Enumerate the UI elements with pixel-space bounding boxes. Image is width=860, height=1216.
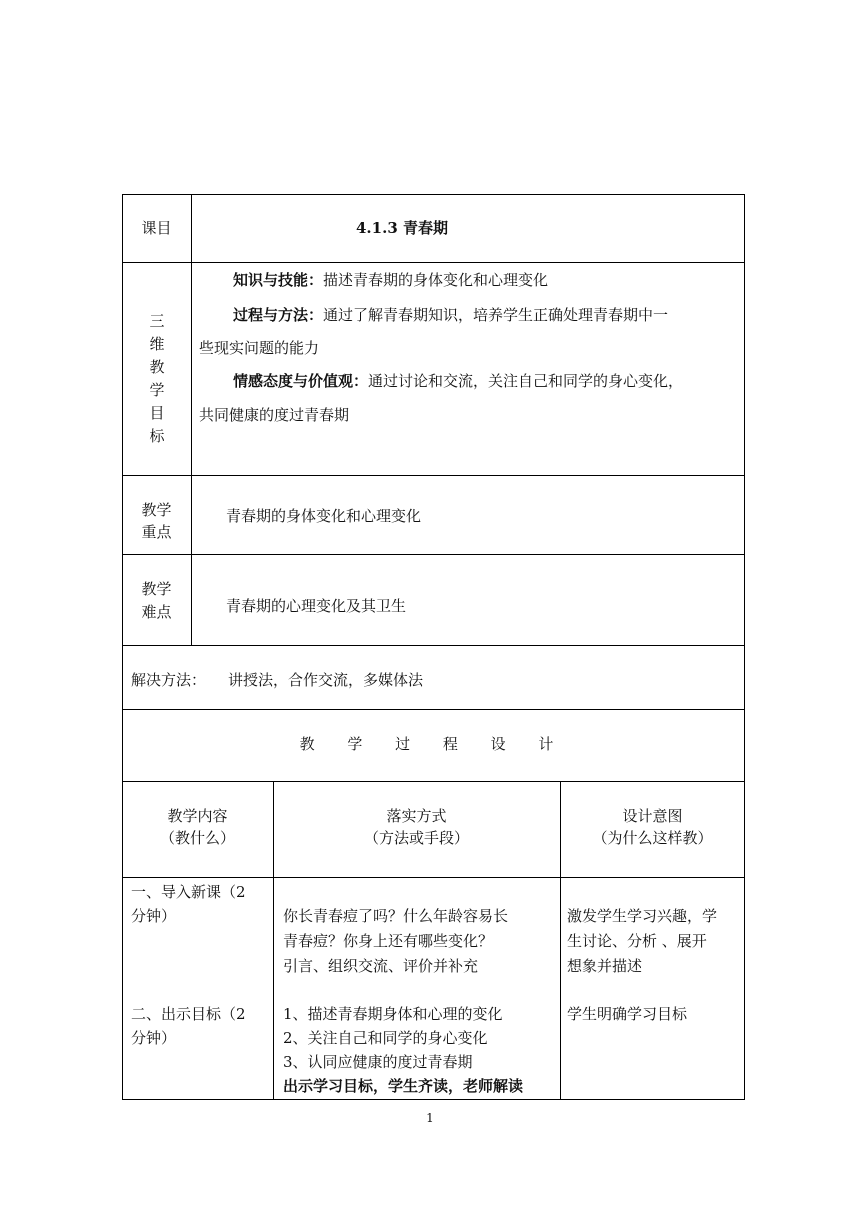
course-title: 4.1.3 青春期 (356, 219, 448, 237)
row-divider (122, 475, 745, 476)
column-header-method-sub: （方法或手段） (363, 829, 469, 847)
step-1-method-line: 你长青春痘了吗？什么年龄容易长 (283, 907, 509, 925)
process-text: 通过了解青春期知识，培养学生正确处理青春期中一 (323, 306, 669, 324)
step-1-intent-line: 想象并描述 (567, 957, 643, 975)
row-divider (122, 709, 745, 710)
design-title: 教 学 过 程 设 计 (299, 735, 568, 753)
objectives-label-char: 标 (149, 427, 165, 445)
methods-label: 解决方法： (131, 671, 207, 689)
row-divider (122, 645, 745, 646)
emotion-text-continued: 共同健康的度过青春期 (199, 406, 350, 424)
label-column-divider (191, 194, 192, 645)
column-header-method: 落实方式 (386, 807, 447, 825)
difficulties-text: 青春期的心理变化及其卫生 (226, 597, 407, 615)
key-points-label-line1: 教学 (141, 501, 172, 519)
row-divider (122, 262, 745, 263)
column-header-content-sub: （教什么） (159, 829, 235, 847)
column-header-intent: 设计意图 (622, 807, 683, 825)
knowledge-text: 描述青春期的身体变化和心理变化 (323, 271, 549, 289)
key-points-text: 青春期的身体变化和心理变化 (226, 507, 422, 525)
knowledge-objective (233, 268, 548, 292)
column-header-content: 教学内容 (167, 807, 228, 825)
process-objective (233, 303, 668, 327)
difficulties-label-line2: 难点 (141, 603, 172, 621)
objectives-label-char: 学 (149, 381, 165, 399)
knowledge-label: 知识与技能： (233, 271, 324, 289)
step-2-intent-line: 学生明确学习目标 (567, 1005, 688, 1023)
methods-text: 讲授法，合作交流，多媒体法 (228, 671, 424, 689)
objectives-label (147, 310, 167, 448)
emotion-text: 通过讨论和交流，关注自己和同学的身心变化， (368, 372, 684, 390)
objectives-label-char: 目 (149, 404, 165, 422)
step-2-method-bold: 出示学习目标，学生齐读，老师解读 (283, 1077, 524, 1095)
step-1-method-line: 青春痘？你身上还有哪些变化？ (283, 932, 494, 950)
step-1-content-duration: 分钟） (131, 907, 177, 925)
process-text-continued: 些现实问题的能力 (199, 339, 320, 357)
step-2-method-line: 1、描述青春期身体和心理的变化 (283, 1005, 503, 1023)
step-1-intent-line: 激发学生学习兴趣，学 (567, 907, 718, 925)
step-1-intent-line: 生讨论、分析 、展开 (567, 932, 707, 950)
step-2-method-line: 2、关注自己和同学的身心变化 (283, 1029, 488, 1047)
row-divider (122, 877, 745, 878)
emotion-objective (233, 369, 683, 393)
objectives-label-char: 维 (149, 335, 165, 353)
key-points-label-line2: 重点 (141, 523, 172, 541)
column-header-intent-sub: （为什么这样教） (592, 829, 713, 847)
objectives-label-char: 教 (149, 358, 165, 376)
step-2-content-duration: 分钟） (131, 1029, 177, 1047)
step-1-content: 一、导入新课（2 (131, 883, 246, 901)
process-label: 过程与方法： (233, 306, 324, 324)
page-number: 1 (426, 1111, 434, 1125)
course-label: 课目 (141, 219, 172, 237)
emotion-label: 情感态度与价值观： (233, 372, 369, 390)
methods-row (131, 668, 423, 692)
difficulties-label-line1: 教学 (141, 580, 172, 598)
step-1-method-line: 引言、组织交流、评价并补充 (283, 957, 479, 975)
row-divider (122, 781, 745, 782)
objectives-label-char: 三 (149, 312, 165, 330)
step-2-content: 二、出示目标（2 (131, 1005, 246, 1023)
step-2-method-line: 3、认同应健康的度过青春期 (283, 1053, 473, 1071)
row-divider (122, 554, 745, 555)
